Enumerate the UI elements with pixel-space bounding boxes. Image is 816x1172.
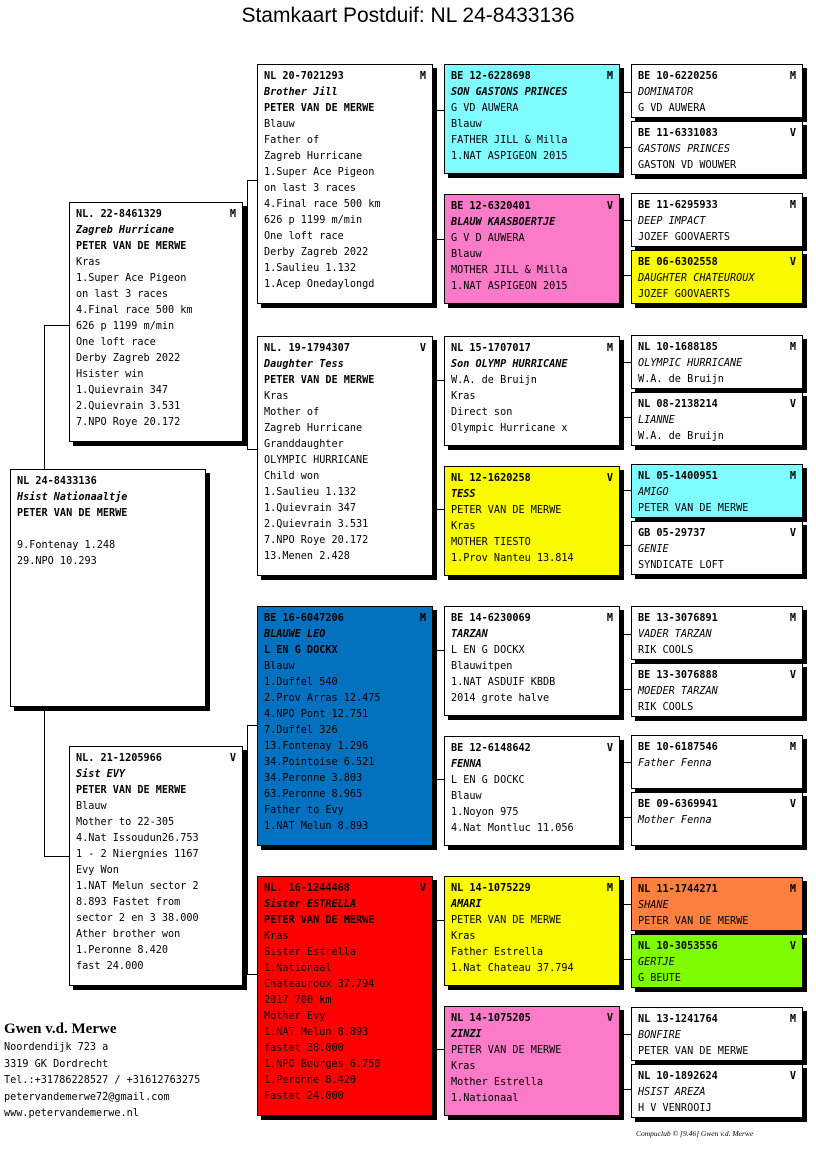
detail-line: Granddaughter [264,439,344,450]
detail-line: 1.Noyon 975 [451,807,519,818]
pedigree-card-g14[interactable] [631,934,803,988]
detail-line: Sister Estrella [264,947,357,958]
owner-name: PETER VAN DE MERWE [451,1045,562,1056]
pedigree-card-ddd[interactable] [444,1006,620,1116]
owner-name: PETER VAN DE MERWE [451,915,562,926]
detail-line: 1.Nationaal [264,963,332,974]
pigeon-name: GASTONS PRINCES [638,144,731,155]
detail-line: 34.Pointoise 6.521 [264,757,375,768]
detail-line: 1.Quievrain 347 [264,503,357,514]
ring-number: NL 15-1707017 M [451,343,613,354]
pedigree-card-g3[interactable] [631,193,803,247]
owner-name: SYNDICATE LOFT [638,560,724,571]
pedigree-card-sss[interactable] [444,64,620,174]
detail-line: 1.Peronne 8.420 [76,945,169,956]
detail-line: 1 - 2 Niergnies 1167 [76,849,199,860]
detail-line: Zagreb Hurricane [264,151,363,162]
pigeon-name: Father Fenna [638,758,712,769]
pigeon-name: DOMINATOR [638,87,694,98]
city-line: 3319 GK Dordrecht [4,1058,109,1070]
detail-line: 1.NAT Melun 8.893 [264,1027,369,1038]
pigeon-name: Sister ESTRELLA [264,899,357,910]
detail-line: Zagreb Hurricane [264,423,363,434]
owner-name: PETER VAN DE MERWE [264,375,375,386]
detail-line: Blauw [264,661,295,672]
pigeon-name: SHANE [638,900,669,911]
pigeon-name: BONFIRE [638,1030,681,1041]
pigeon-name: GENIE [638,544,669,555]
owner-name: G VD AUWERA [451,103,519,114]
ring-number: BE 10-6220256 M [638,71,796,82]
pedigree-card-g10[interactable] [631,663,803,717]
ring-number: NL 05-1400951 M [638,471,796,482]
detail-line: Mother Evy [264,1011,326,1022]
pigeon-name: ZINZI [451,1029,482,1040]
detail-line: Kras [264,391,289,402]
owner-name: PETER VAN DE MERWE [451,505,562,516]
ring-number: NL. 22-8461329 M [76,209,236,220]
ring-number: GB 05-29737 V [638,528,796,539]
website-link[interactable]: www.petervandemerwe.nl [4,1108,139,1119]
pedigree-card-dam-sire[interactable] [257,606,433,846]
pigeon-name: MOEDER TARZAN [638,686,718,697]
pedigree-card-g16[interactable] [631,1064,803,1118]
pigeon-name: BLAUW KAASBOERTJE [451,217,556,228]
detail-line: MOTHER TIESTO [451,537,531,548]
pedigree-card-sire-sire[interactable] [257,64,433,304]
detail-line: 34.Peronne 3.803 [264,773,363,784]
owner-name: PETER VAN DE MERWE [264,103,375,114]
detail-line: Blauw [76,801,107,812]
pigeon-name: AMIGO [638,487,669,498]
pedigree-card-dam[interactable] [69,746,243,986]
owner-name: JOZEF GOOVAERTS [638,232,731,243]
detail-line: 1.Quievrain 347 [76,385,169,396]
detail-line: 8.893 Fastet from [76,897,181,908]
owner-name: PETER VAN DE MERWE [638,503,749,514]
detail-line [17,522,199,538]
pigeon-name: TARZAN [451,629,488,640]
detail-line: 2.Quievrain 3.531 [76,401,181,412]
breeder-name: Gwen v.d. Merwe [4,1021,117,1037]
owner-name: W.A. de Bruijn [638,374,724,385]
pigeon-name: GERTJE [638,957,675,968]
owner-name: PETER VAN DE MERWE [638,1046,749,1057]
ring-number: BE 09-6369941 V [638,799,796,810]
pedigree-card-g9[interactable] [631,606,803,660]
detail-line: Kras [451,521,476,532]
detail-line: Kras [451,931,476,942]
detail-line: Blauwitpen [451,661,513,672]
detail-line: 1.Saulieu 1.132 [264,263,357,274]
detail-line: Evy Won [76,865,119,876]
owner-name: PETER VAN DE MERWE [638,916,749,927]
ring-number: BE 13-3076888 V [638,670,796,681]
detail-line: Father Estrella [451,947,544,958]
detail-line: 4.Final race 500 km [264,199,381,210]
pigeon-name: Daughter Tess [264,359,344,370]
owner-name: GASTON VD WOUWER [638,160,737,171]
detail-line: 1.NAT ASPIGEON 2015 [451,281,568,292]
detail-line: Blauw [451,119,482,130]
detail-line: 1.Nat Chateau 37.794 [451,963,574,974]
detail-line: FATHER JILL & Milla [451,135,568,146]
pigeon-name: SON GASTONS PRINCES [451,87,568,98]
ring-number: NL 14-1075205 V [451,1013,613,1024]
ring-number: BE 11-6295933 M [638,200,796,211]
ring-number: NL. 21-1205966 V [76,753,236,764]
pedigree-card-g6[interactable] [631,392,803,446]
detail-line: Chateauroux 37.794 [264,979,375,990]
detail-line: Olympic Hurricane x [451,423,568,434]
detail-line: Derby Zagreb 2022 [264,247,369,258]
owner-name: L EN G DOCKC [451,775,525,786]
detail-line: 1.Nationaal [451,1093,519,1104]
owner-name [638,772,796,788]
detail-line: 4.Nat Montluc 11.056 [451,823,574,834]
phone-line: Tel.:+31786228527 / +31612763275 [4,1075,201,1086]
detail-line: 7.NPO Roye 20.172 [76,417,181,428]
pigeon-name: Zagreb Hurricane [76,225,175,236]
address-line: Noordendijk 723 a [4,1042,109,1053]
pigeon-name: TESS [451,489,476,500]
detail-line: OLYMPIC HURRICANE [264,455,369,466]
detail-line: 1.Super Ace Pigeon [264,167,375,178]
pedigree-card-sire[interactable] [69,202,243,442]
detail-line: One loft race [264,231,344,242]
detail-line: Father to Evy [264,805,344,816]
pedigree-card-subject[interactable] [10,469,206,707]
pedigree-card-g5[interactable] [631,335,803,389]
connector-line [44,707,72,857]
owner-name: JOZEF GOOVAERTS [638,289,731,300]
detail-line: 1.Prov Nanteu 13.814 [451,553,574,564]
detail-line: 2017 700 km [264,995,332,1006]
detail-line: 1.Acep Onedaylongd [264,279,375,290]
detail-line: 626 p 1199 m/min [264,215,363,226]
detail-line: 4.Nat Issoudun26.753 [76,833,199,844]
owner-name: PETER VAN DE MERWE [17,508,128,519]
detail-line: fastet 38.000 [264,1043,344,1054]
page-title: Stamkaart Postduif: NL 24-8433136 [241,4,575,27]
ring-number: NL 11-1744271 M [638,884,796,895]
detail-line: 1.Peronne 8.420 [264,1075,357,1086]
owner-name: G VD AUWERA [638,103,706,114]
detail-line: 626 p 1199 m/min [76,321,175,332]
owner-name: G V D AUWERA [451,233,525,244]
footer-credit: Compuclub © [9.46] Gwen v.d. Merwe [636,1129,754,1138]
owner-name: RIK COOLS [638,645,694,656]
owner-name: RIK COOLS [638,702,694,713]
detail-line: 13.Fontenay 1.296 [264,741,369,752]
pedigree-card-sire-dam[interactable] [257,336,433,576]
pedigree-card-g8[interactable] [631,521,803,575]
pigeon-name: Hsist Nationaaltje [17,492,128,503]
ring-number: BE 12-6320401 V [451,201,613,212]
detail-line: fast 24.000 [76,961,144,972]
contact-block [4,1018,200,1123]
owner-name: W.A. de Bruijn [638,431,724,442]
detail-line: 4.Final race 500 km [76,305,193,316]
pedigree-card-g12[interactable] [631,792,803,846]
owner-name [638,829,796,845]
detail-line: on last 3 races [76,289,169,300]
detail-line: 13.Menen 2.428 [264,551,350,562]
detail-line: Kras [264,931,289,942]
detail-line: 1.Duffel 540 [264,677,338,688]
pedigree-card-g11[interactable] [631,735,803,789]
pigeon-name: Mother Fenna [638,815,712,826]
detail-line: Direct son [451,407,513,418]
detail-line: 1.NAT ASPIGEON 2015 [451,151,568,162]
detail-line: One loft race [76,337,156,348]
pigeon-name: AMARI [451,899,482,910]
ring-number: BE 10-6187546 M [638,742,796,753]
detail-line: 29.NPO 10.293 [17,556,97,567]
detail-line: 1.NAT Melun sector 2 [76,881,199,892]
ring-number: NL. 19-1794307 V [264,343,426,354]
pedigree-card-dss[interactable] [444,606,620,716]
ring-number: NL 12-1620258 V [451,473,613,484]
pedigree-card-g15[interactable] [631,1007,803,1061]
detail-line: 1.NAT Melun 8.893 [264,821,369,832]
detail-line: Father of [264,135,320,146]
ring-number: BE 12-6228698 M [451,71,613,82]
detail-line: Blauw [451,791,482,802]
pedigree-card-g4[interactable] [631,250,803,304]
ring-number: NL. 16-1244468 V [264,883,426,894]
pedigree-card-g1[interactable] [631,64,803,118]
detail-line: 1.Saulieu 1.132 [264,487,357,498]
pigeon-name: DEEP IMPACT [638,216,706,227]
pigeon-name: Son OLYMP HURRICANE [451,359,568,370]
detail-line: Mother to 22-305 [76,817,175,828]
detail-line: 4.NPO Pont 12.751 [264,709,369,720]
owner-name: G BEUTE [638,973,681,984]
pedigree-card-sdd[interactable] [444,466,620,576]
pigeon-name: HSIST AREZA [638,1087,706,1098]
pedigree-card-g7[interactable] [631,464,803,518]
detail-line: on last 3 races [264,183,357,194]
pigeon-name: BLAUWE LEO [264,629,326,640]
ring-number: NL 13-1241764 M [638,1014,796,1025]
ring-number: BE 13-3076891 M [638,613,796,624]
ring-number: NL 08-2138214 V [638,399,796,410]
pigeon-name: OLYMPIC HURRICANE [638,358,743,369]
detail-line: 2014 grote halve [451,693,550,704]
owner-name: PETER VAN DE MERWE [264,915,375,926]
detail-line: 1.NAT ASDUIF KBDB [451,677,556,688]
email-link[interactable]: petervandemerwe72@gmail.com [4,1091,170,1103]
pigeon-name: DAUGHTER CHATEUROUX [638,273,755,284]
detail-line: MOTHER JILL & Milla [451,265,568,276]
ring-number: NL 14-1075229 M [451,883,613,894]
pedigree-card-dam-dam[interactable] [257,876,433,1116]
owner-name: PETER VAN DE MERWE [76,241,187,252]
owner-name: W.A. de Bruijn [451,375,537,386]
pedigree-card-sds[interactable] [444,336,620,446]
detail-line: Derby Zagreb 2022 [76,353,181,364]
detail-line: 7.Duffel 326 [264,725,338,736]
detail-line: 63.Peronne 8.965 [264,789,363,800]
pigeon-name: LIANNE [638,415,675,426]
detail-line: Child won [264,471,320,482]
detail-line: Mother Estrella [451,1077,544,1088]
pedigree-card-g13[interactable] [631,877,803,931]
pedigree-card-g2[interactable] [631,121,803,175]
pigeon-name: Sist EVY [76,769,126,780]
ring-number: BE 16-6047206 M [264,613,426,624]
ring-number: NL 20-7021293 M [264,71,426,82]
detail-line: Hsister win [76,369,144,380]
pigeon-name: VADER TARZAN [638,629,712,640]
ring-number: BE 14-6230069 M [451,613,613,624]
pigeon-name: FENNA [451,759,482,770]
detail-line: 1.NPO Bourges 6.750 [264,1059,381,1070]
pedigree-card-ssd[interactable] [444,194,620,304]
pedigree-card-dsd[interactable] [444,736,620,846]
detail-line: Kras [451,391,476,402]
ring-number: NL 10-3053556 V [638,941,796,952]
pedigree-card-dds[interactable] [444,876,620,986]
connector-line [44,325,72,469]
ring-number: BE 06-6302558 V [638,257,796,268]
ring-number: NL 10-1892624 V [638,1071,796,1082]
detail-line: Kras [76,257,101,268]
detail-line: Ather brother won [76,929,181,940]
owner-name: PETER VAN DE MERWE [76,785,187,796]
detail-line: Fastet 24.000 [264,1091,344,1102]
detail-line: 2.Prov Arras 12.475 [264,693,381,704]
detail-line: Kras [451,1061,476,1072]
detail-line: Blauw [451,249,482,260]
owner-name: L EN G DOCKX [264,645,338,656]
ring-number: NL 24-8433136 [17,476,97,487]
owner-name: L EN G DOCKX [451,645,525,656]
detail-line: 9.Fontenay 1.248 [17,540,116,551]
detail-line: 1.Super Ace Pigeon [76,273,187,284]
ring-number: BE 12-6148642 V [451,743,613,754]
ring-number: BE 11-6331083 V [638,128,796,139]
ring-number: NL 10-1688185 M [638,342,796,353]
pigeon-name: Brother Jill [264,87,338,98]
detail-line: Blauw [264,119,295,130]
owner-name: H V VENROOIJ [638,1103,712,1114]
detail-line: Mother of [264,407,320,418]
detail-line: 7.NPO Roye 20.172 [264,535,369,546]
detail-line: sector 2 en 3 38.000 [76,913,199,924]
detail-line: 2.Quievrain 3.531 [264,519,369,530]
